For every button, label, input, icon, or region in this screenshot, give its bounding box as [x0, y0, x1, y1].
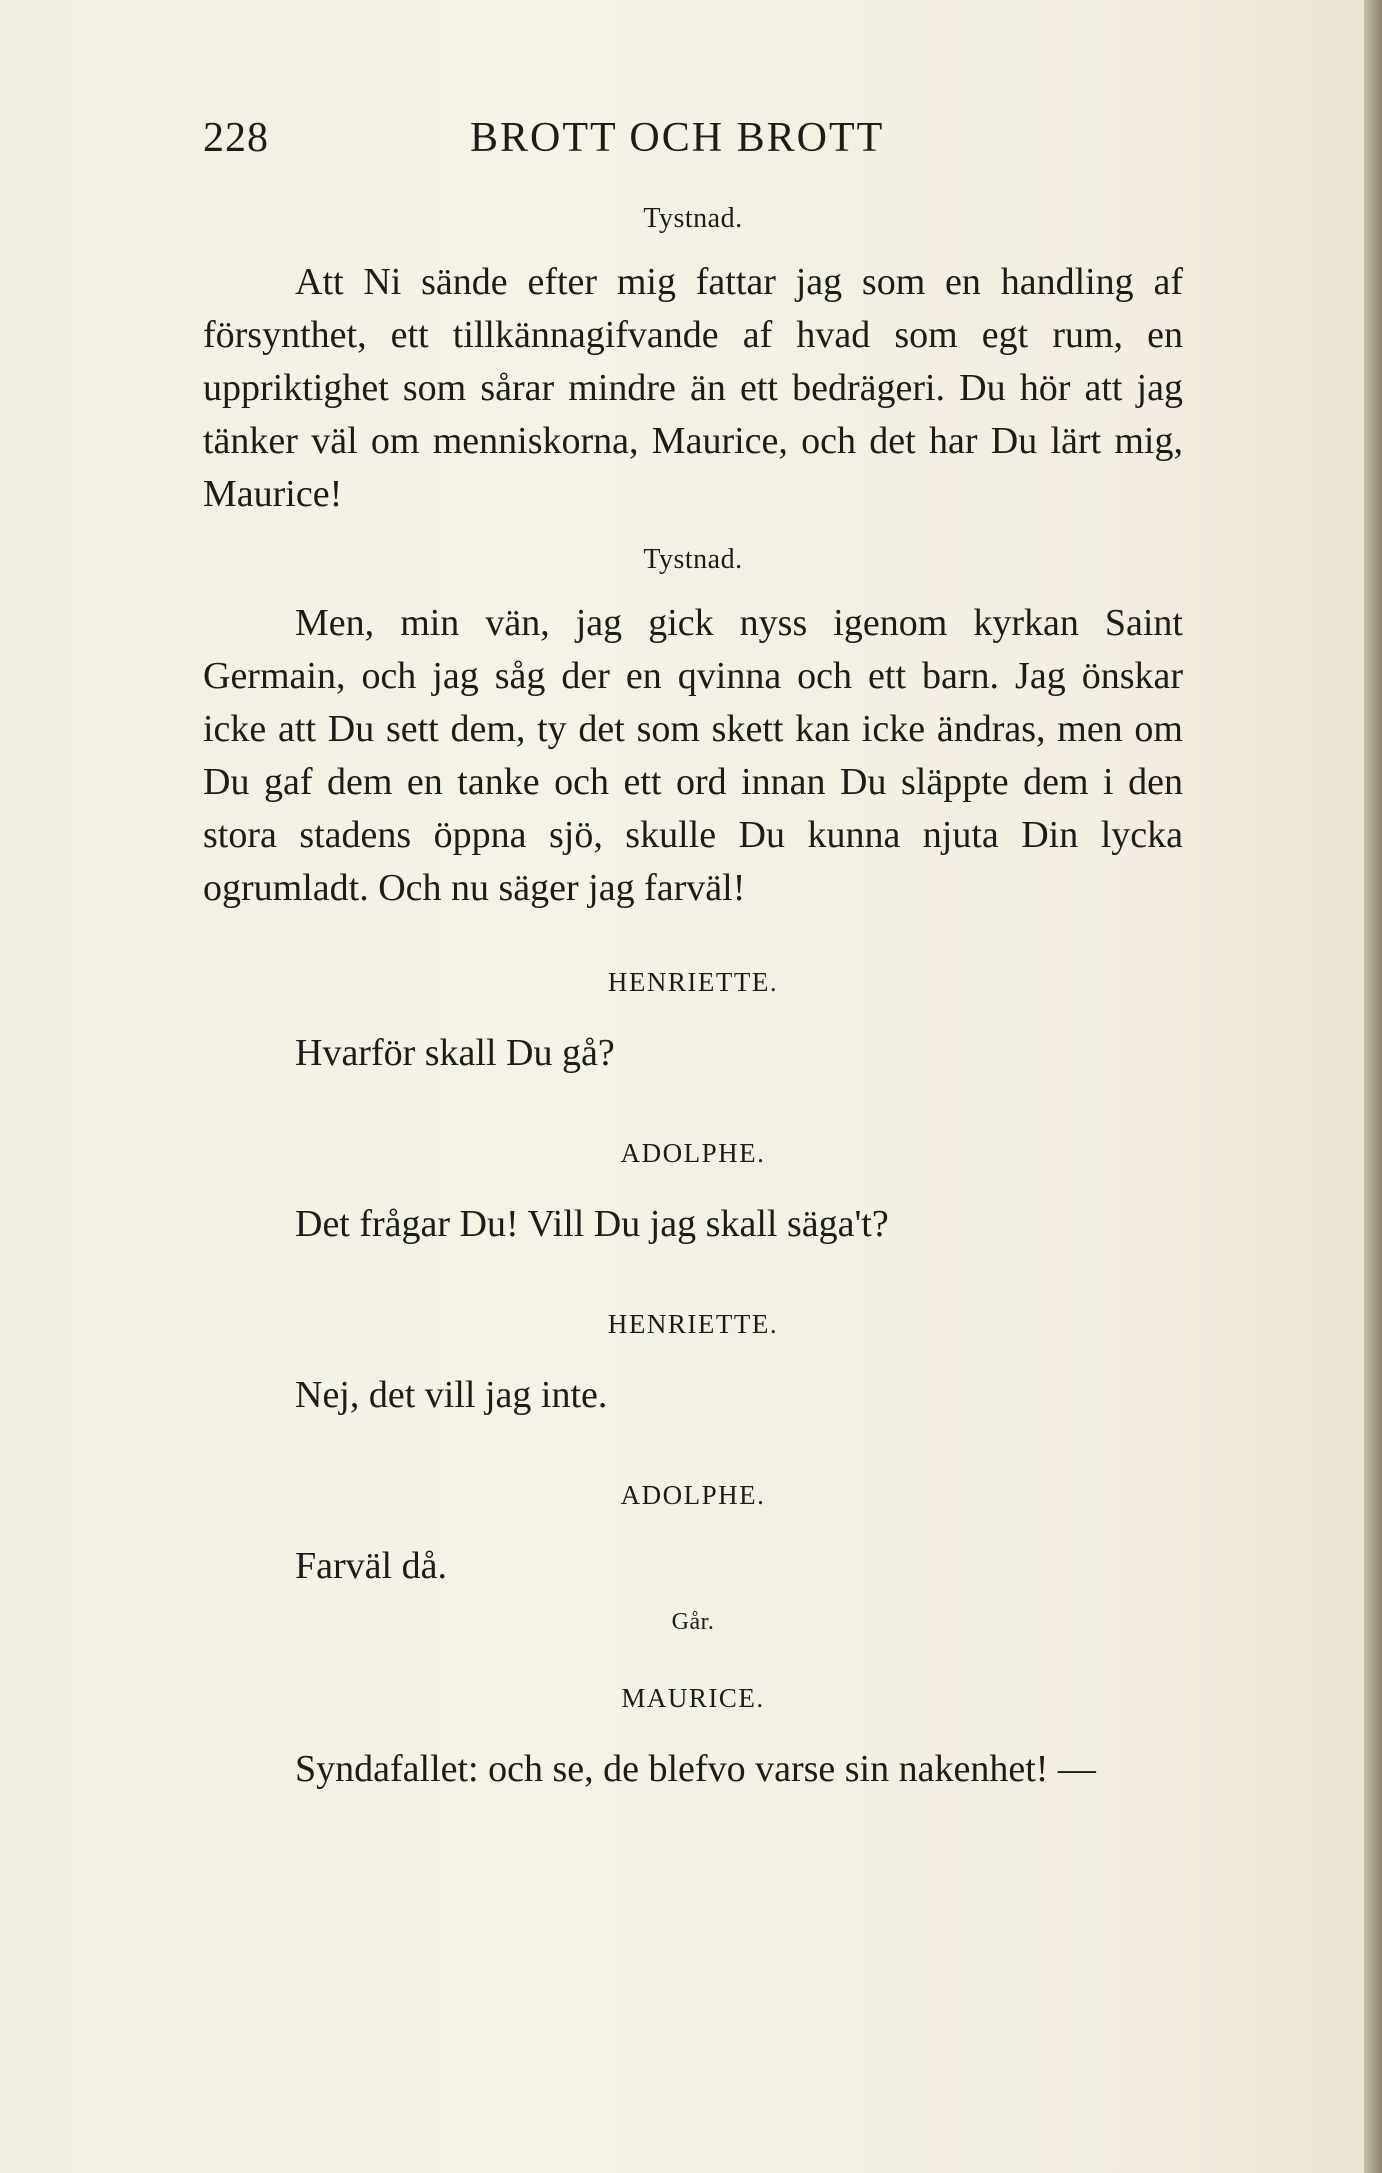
stage-direction: Tystnad.: [643, 203, 743, 234]
speaker-name: HENRIETTE.: [607, 967, 779, 997]
speaker-name: MAURICE.: [621, 1683, 765, 1713]
page-number: 228: [203, 115, 269, 161]
stage-direction: Går.: [671, 1609, 715, 1635]
speech-line: Farväl då.: [295, 1545, 447, 1587]
speaker-name: ADOLPHE.: [620, 1138, 766, 1168]
running-title: BROTT OCH BROTT: [470, 115, 885, 161]
stage-direction: Tystnad.: [643, 544, 743, 575]
paragraph: Att Ni sände efter mig fattar jag som en handling af försynthet, ett tillkännagifvande af hvad som egt rum, en uppriktighet som sårar mindre än ett bedrägeri. Du hör att jag tänker väl om menniskorna, Maurice, och det har Du lärt mig, Maurice!: [203, 261, 1183, 515]
paragraph: Men, min vän, jag gick nyss igenom kyrkan Saint Germain, och jag såg der en qvinna och ett barn. Jag önskar icke att Du sett dem, ty det som skett kan icke ändras, men om Du gaf dem en tanke och ett ord innan Du släppte dem i den stora stadens öppna sjö, skulle Du kunna njuta Din lycka ogrumladt. Och nu säger jag farväl!: [203, 602, 1183, 909]
speech-line: Syndafallet: och se, de blefvo varse sin nakenhet! —: [295, 1748, 1096, 1790]
speaker-name: HENRIETTE.: [607, 1309, 779, 1339]
speech-line: Det frågar Du! Vill Du jag skall säga't?: [295, 1203, 889, 1245]
page-edge: [1364, 0, 1382, 2173]
speech-line: Hvarför skall Du gå?: [295, 1032, 615, 1074]
speech-line: Nej, det vill jag inte.: [295, 1374, 608, 1416]
page-body: [203, 196, 1183, 1812]
page-header: [0, 110, 1364, 170]
speaker-name: ADOLPHE.: [620, 1480, 766, 1510]
